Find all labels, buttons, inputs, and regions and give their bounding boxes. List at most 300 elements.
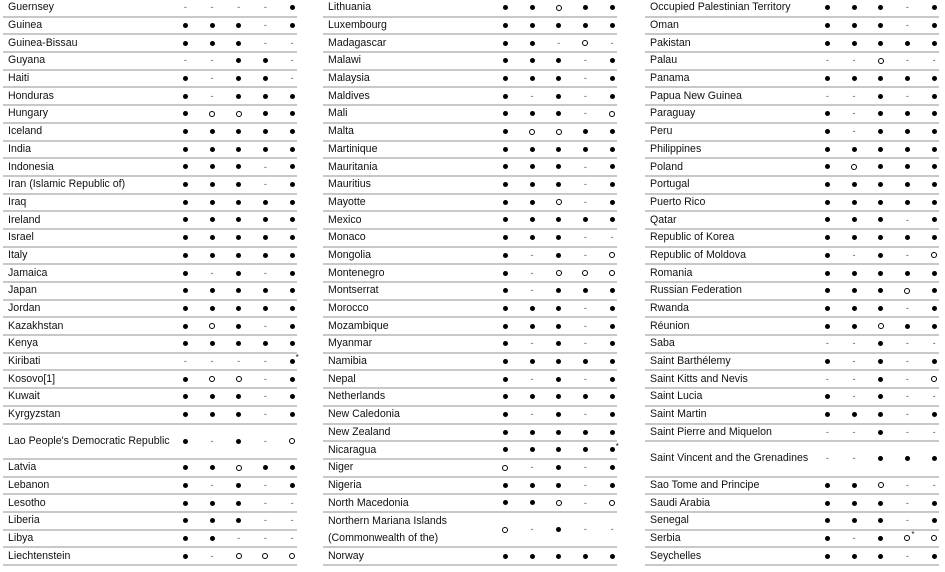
filled-circle-icon (183, 164, 188, 169)
dash-icon: - (852, 90, 856, 101)
status-full (225, 126, 252, 137)
filled-circle-icon (610, 217, 615, 222)
status-full (814, 285, 841, 296)
status-full (921, 20, 945, 31)
dash-icon: - (290, 497, 294, 508)
dash-icon: - (852, 426, 856, 437)
status-full (894, 321, 921, 332)
status-full (841, 551, 868, 562)
filled-circle-icon (503, 182, 508, 187)
filled-circle-icon (583, 359, 588, 364)
open-circle-icon (931, 535, 937, 541)
status-partial (599, 250, 626, 261)
status-full (492, 285, 519, 296)
filled-circle-icon (290, 129, 295, 134)
status-none (572, 91, 599, 102)
filled-circle-icon (503, 554, 508, 559)
status-none (894, 515, 921, 526)
status-full (841, 38, 868, 49)
status-none (841, 250, 868, 261)
status-full (814, 162, 841, 173)
country-name: Mozambique (328, 319, 389, 332)
status-full (492, 427, 519, 438)
status-none (599, 232, 626, 243)
status-full (172, 462, 199, 473)
dash-icon: - (557, 37, 561, 48)
filled-circle-icon (610, 164, 615, 169)
filled-circle-icon (503, 164, 508, 169)
filled-circle-icon (583, 394, 588, 399)
filled-circle-icon (183, 518, 188, 523)
status-none (921, 391, 945, 402)
filled-circle-icon (583, 23, 588, 28)
dash-icon: - (210, 73, 214, 84)
filled-circle-icon (878, 235, 883, 240)
status-none (572, 108, 599, 119)
status-full (519, 480, 546, 491)
dash-icon: - (905, 356, 909, 367)
open-circle-icon (502, 527, 508, 533)
filled-circle-icon (210, 288, 215, 293)
filled-circle-icon (932, 217, 937, 222)
status-none (252, 20, 279, 31)
filled-circle-icon (556, 164, 561, 169)
dash-icon: - (583, 497, 587, 508)
table-row (645, 318, 939, 336)
status-full (279, 353, 306, 367)
status-full (599, 391, 626, 402)
filled-circle-icon (236, 324, 241, 329)
status-full (519, 2, 546, 13)
table-row (3, 283, 297, 301)
status-full (814, 2, 841, 13)
filled-circle-icon (905, 235, 910, 240)
status-none (199, 91, 226, 102)
open-circle-icon (209, 323, 215, 329)
status-full (894, 232, 921, 243)
status-partial (921, 533, 945, 544)
dash-icon: - (583, 55, 587, 66)
status-full (545, 445, 572, 456)
filled-circle-icon (852, 41, 857, 46)
filled-circle-icon (210, 129, 215, 134)
filled-circle-icon (610, 23, 615, 28)
dash-icon: - (905, 426, 909, 437)
filled-circle-icon (503, 412, 508, 417)
status-full (572, 126, 599, 137)
dash-icon: - (530, 462, 534, 473)
status-full (225, 409, 252, 420)
filled-circle-icon (503, 23, 508, 28)
filled-circle-icon (610, 94, 615, 99)
status-full (279, 480, 306, 491)
status-full (492, 338, 519, 349)
status-none (841, 453, 868, 464)
dash-icon: - (237, 2, 241, 13)
status-full (814, 126, 841, 137)
country-name: Saint Pierre and Miquelon (650, 425, 772, 438)
country-name: Mauritius (328, 178, 371, 191)
dash-icon: - (905, 391, 909, 402)
country-name: Kyrgyzstan (8, 408, 61, 421)
table-row (645, 354, 939, 372)
filled-circle-icon (932, 94, 937, 99)
country-name: Saint Lucia (650, 390, 703, 403)
country-name: Malawi (328, 54, 361, 67)
filled-circle-icon (825, 41, 830, 46)
country-name: Saba (650, 337, 675, 350)
status-full (841, 232, 868, 243)
filled-circle-icon (210, 164, 215, 169)
filled-circle-icon (610, 359, 615, 364)
country-name: Montenegro (328, 266, 385, 279)
status-full (599, 356, 626, 367)
status-full (921, 321, 945, 332)
status-full (545, 285, 572, 296)
open-circle-icon (904, 288, 910, 294)
open-circle-icon (931, 376, 937, 382)
status-full (519, 162, 546, 173)
status-partial (252, 551, 279, 562)
filled-circle-icon (236, 129, 241, 134)
status-partial (572, 268, 599, 279)
filled-circle-icon (852, 518, 857, 523)
filled-circle-icon (210, 147, 215, 152)
filled-circle-icon (183, 306, 188, 311)
status-none (252, 321, 279, 332)
dash-icon: - (290, 533, 294, 544)
dash-icon: - (825, 373, 829, 384)
filled-circle-icon (932, 501, 937, 506)
status-none (894, 356, 921, 367)
status-none (572, 250, 599, 261)
table-row (645, 301, 939, 319)
dash-icon: - (263, 179, 267, 190)
table-row (3, 159, 297, 177)
status-full (172, 374, 199, 385)
country-name: Kenya (8, 337, 39, 350)
dash-icon: - (263, 267, 267, 278)
filled-circle-icon (556, 147, 561, 152)
status-full (867, 356, 894, 367)
table-row (323, 195, 617, 213)
filled-circle-icon (878, 182, 883, 187)
dash-icon: - (905, 214, 909, 225)
status-full (572, 20, 599, 31)
status-full (545, 250, 572, 261)
country-name: Puerto Rico (650, 195, 706, 208)
dash-icon: - (583, 161, 587, 172)
dash-icon: - (583, 462, 587, 473)
status-full (599, 409, 626, 420)
status-none (519, 462, 546, 473)
filled-circle-icon (556, 394, 561, 399)
country-name: Namibia (328, 355, 367, 368)
country-name: Saint Barthélemy (650, 355, 731, 368)
status-full (894, 197, 921, 208)
dash-icon: - (263, 373, 267, 384)
status-none (519, 285, 546, 296)
status-full (225, 436, 252, 447)
status-full (279, 303, 306, 314)
status-full (492, 321, 519, 332)
open-circle-icon (609, 270, 615, 276)
filled-circle-icon (610, 324, 615, 329)
country-name: Occupied Palestinian Territory (650, 1, 791, 14)
filled-circle-icon (290, 341, 295, 346)
status-none (572, 374, 599, 385)
status-full (814, 20, 841, 31)
filled-circle-icon (290, 394, 295, 399)
status-full (519, 356, 546, 367)
dash-icon: - (852, 453, 856, 464)
dash-icon: - (905, 480, 909, 491)
status-full (279, 338, 306, 349)
dash-icon: - (263, 515, 267, 526)
status-none (841, 338, 868, 349)
filled-circle-icon (290, 288, 295, 293)
status-none (572, 409, 599, 420)
dash-icon: - (932, 391, 936, 402)
filled-circle-icon (852, 200, 857, 205)
table-row (323, 230, 617, 248)
status-full (599, 2, 626, 13)
filled-circle-icon (290, 359, 295, 364)
status-none (894, 427, 921, 438)
status-full (599, 285, 626, 296)
status-none (572, 321, 599, 332)
status-full (921, 126, 945, 137)
open-circle-icon (609, 252, 615, 258)
status-full (279, 162, 306, 173)
filled-circle-icon (290, 412, 295, 417)
filled-circle-icon (583, 554, 588, 559)
status-full (199, 409, 226, 420)
filled-circle-icon (183, 501, 188, 506)
status-full (867, 453, 894, 464)
filled-circle-icon (878, 501, 883, 506)
status-full (841, 285, 868, 296)
country-name: Guyana (8, 54, 46, 67)
dash-icon: - (263, 320, 267, 331)
filled-circle-icon (210, 465, 215, 470)
dash-icon: - (530, 338, 534, 349)
dash-icon: - (852, 55, 856, 66)
filled-circle-icon (290, 483, 295, 488)
status-none (894, 391, 921, 402)
status-none (841, 533, 868, 544)
status-none (252, 374, 279, 385)
status-full (225, 38, 252, 49)
filled-circle-icon (263, 341, 268, 346)
dash-icon: - (237, 356, 241, 367)
status-none (252, 391, 279, 402)
status-full (252, 303, 279, 314)
filled-circle-icon (610, 288, 615, 293)
status-full (894, 268, 921, 279)
table-row (645, 0, 939, 18)
dash-icon: - (825, 453, 829, 464)
dash-icon: - (263, 435, 267, 446)
status-none (814, 374, 841, 385)
dash-icon: - (825, 90, 829, 101)
status-full (519, 197, 546, 208)
filled-circle-icon (530, 111, 535, 116)
filled-circle-icon (610, 554, 615, 559)
country-name: Lao People's Democratic Republic (8, 434, 170, 447)
status-full (814, 498, 841, 509)
filled-circle-icon (932, 41, 937, 46)
open-circle-icon (236, 553, 242, 559)
table-row (3, 230, 297, 248)
country-name: Saint Martin (650, 408, 707, 421)
country-name: Réunion (650, 319, 690, 332)
table-row (323, 425, 617, 443)
table-row (645, 265, 939, 283)
filled-circle-icon (183, 439, 188, 444)
filled-circle-icon (263, 147, 268, 152)
status-full (279, 409, 306, 420)
dash-icon: - (583, 73, 587, 84)
status-full (199, 215, 226, 226)
status-full (199, 285, 226, 296)
status-full (492, 391, 519, 402)
filled-circle-icon (932, 288, 937, 293)
table-row (645, 371, 939, 389)
filled-circle-icon (932, 5, 937, 10)
table-row (323, 407, 617, 425)
table-row (645, 53, 939, 71)
country-name: Montserrat (328, 284, 379, 297)
country-name: Poland (650, 160, 683, 173)
status-none (894, 551, 921, 562)
status-full (492, 20, 519, 31)
filled-circle-icon (556, 235, 561, 240)
status-full (172, 498, 199, 509)
filled-circle-icon (932, 200, 937, 205)
status-none (279, 498, 306, 509)
status-full (279, 197, 306, 208)
status-full (921, 215, 945, 226)
table-row (323, 71, 617, 89)
filled-circle-icon (183, 412, 188, 417)
status-full (279, 391, 306, 402)
country-name: Saudi Arabia (650, 496, 711, 509)
status-partial (545, 268, 572, 279)
table-row (323, 212, 617, 230)
status-full (841, 268, 868, 279)
table-row (645, 230, 939, 248)
filled-circle-icon (583, 447, 588, 452)
status-full (199, 38, 226, 49)
status-full (199, 162, 226, 173)
dash-icon: - (237, 533, 241, 544)
dash-icon: - (583, 373, 587, 384)
filled-circle-icon (183, 23, 188, 28)
dash-icon: - (210, 2, 214, 13)
country-name: Lithuania (328, 1, 372, 14)
filled-circle-icon (932, 76, 937, 81)
status-none (252, 533, 279, 544)
status-full (572, 285, 599, 296)
filled-circle-icon (503, 288, 508, 293)
status-full (545, 91, 572, 102)
country-name: Paraguay (650, 107, 696, 120)
table-row (3, 336, 297, 354)
filled-circle-icon (236, 306, 241, 311)
filled-circle-icon (530, 147, 535, 152)
filled-circle-icon (183, 483, 188, 488)
filled-circle-icon (905, 271, 910, 276)
table-row (323, 248, 617, 266)
status-none (199, 55, 226, 66)
filled-circle-icon (556, 23, 561, 28)
country-name: Martinique (328, 142, 378, 155)
table-row (3, 354, 297, 372)
filled-circle-icon (183, 147, 188, 152)
status-full (545, 551, 572, 562)
status-full (252, 144, 279, 155)
dash-icon: - (932, 338, 936, 349)
filled-circle-icon (210, 412, 215, 417)
table-row (323, 513, 617, 549)
table-row (3, 88, 297, 106)
dash-icon: - (263, 391, 267, 402)
filled-circle-icon (825, 200, 830, 205)
table-row (645, 212, 939, 230)
dash-icon: - (210, 55, 214, 66)
status-full (279, 179, 306, 190)
filled-circle-icon (610, 129, 615, 134)
status-full (841, 197, 868, 208)
table-row (323, 336, 617, 354)
status-none (814, 453, 841, 464)
status-full (279, 321, 306, 332)
status-full (599, 20, 626, 31)
status-full (814, 179, 841, 190)
table-row (645, 177, 939, 195)
country-name: Serbia (650, 532, 681, 545)
filled-circle-icon (503, 394, 508, 399)
table-row (323, 106, 617, 124)
dash-icon: - (905, 497, 909, 508)
country-name: Madagascar (328, 36, 387, 49)
open-circle-icon (289, 553, 295, 559)
status-full (519, 321, 546, 332)
country-name: Iraq (8, 195, 27, 208)
status-full (921, 268, 945, 279)
status-full (172, 91, 199, 102)
filled-circle-icon (183, 271, 188, 276)
filled-circle-icon (236, 217, 241, 222)
status-full (867, 179, 894, 190)
table-row (323, 318, 617, 336)
dash-icon: - (290, 515, 294, 526)
status-none (199, 551, 226, 562)
status-partial (199, 374, 226, 385)
filled-circle-icon (932, 271, 937, 276)
open-circle-icon (878, 58, 884, 64)
table-column-3 (645, 0, 939, 566)
country-name: Rwanda (650, 302, 689, 315)
country-name: Guinea (8, 19, 43, 32)
status-partial (225, 374, 252, 385)
status-full (814, 144, 841, 155)
filled-circle-icon (290, 5, 295, 10)
dash-icon: - (530, 285, 534, 296)
filled-circle-icon (530, 200, 535, 205)
dash-icon: - (610, 232, 614, 243)
